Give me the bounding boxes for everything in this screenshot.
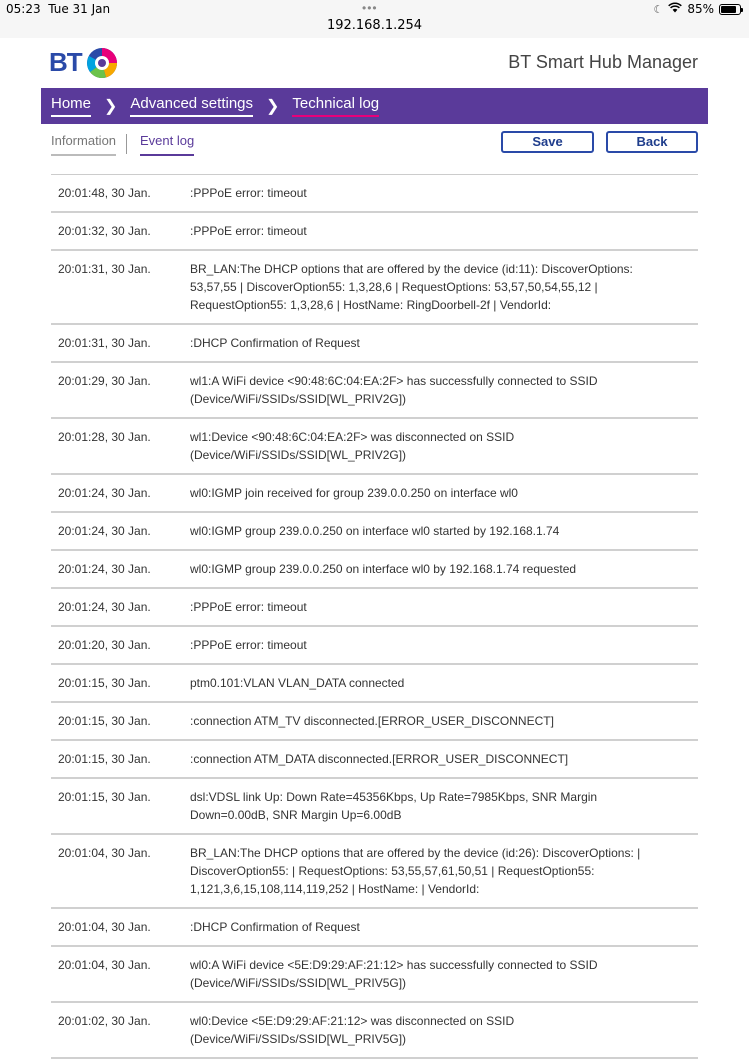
wifi-icon (668, 2, 682, 16)
tab-event-log[interactable]: Event log (140, 133, 194, 156)
log-time: 20:01:29, 30 Jan. (58, 374, 151, 388)
log-row (51, 419, 698, 475)
battery-fill (721, 6, 736, 13)
nav-advanced-settings[interactable]: Advanced settings (130, 95, 253, 117)
battery-percent: 85% (687, 2, 714, 16)
bt-logo-text: BT (49, 46, 82, 77)
log-message: :PPPoE error: timeout (190, 600, 307, 614)
log-row (51, 835, 698, 909)
moon-icon: ☾ (653, 2, 664, 16)
nav-home[interactable]: Home (51, 95, 91, 117)
log-time: 20:01:04, 30 Jan. (58, 958, 151, 972)
bt-logo[interactable] (49, 42, 122, 82)
log-row (51, 175, 698, 213)
status-date: Tue 31 Jan (48, 2, 111, 16)
log-time: 20:01:15, 30 Jan. (58, 752, 151, 766)
log-row (51, 513, 698, 551)
log-row (51, 779, 698, 835)
log-message: ptm0.101:VLAN VLAN_DATA connected (190, 676, 405, 690)
log-time: 20:01:31, 30 Jan. (58, 262, 151, 276)
log-row (51, 213, 698, 251)
address-bar-url[interactable]: 192.168.1.254 (326, 18, 423, 33)
nav-technical-log[interactable]: Technical log (292, 95, 379, 117)
log-message: :connection ATM_TV disconnected.[ERROR_USER_DISCONNECT] (190, 714, 554, 728)
log-time: 20:01:24, 30 Jan. (58, 486, 151, 500)
log-time: 20:01:32, 30 Jan. (58, 224, 151, 238)
chevron-right-icon: ❯ (266, 98, 280, 115)
bt-globe-icon (84, 42, 122, 82)
event-log-table[interactable] (51, 174, 698, 1046)
log-row (51, 551, 698, 589)
status-indicators (653, 2, 741, 16)
log-message: :connection ATM_DATA disconnected.[ERROR_USER_DISCONNECT] (190, 752, 569, 766)
save-button[interactable]: Save (501, 131, 594, 153)
log-time: 20:01:28, 30 Jan. (58, 430, 151, 444)
log-row (51, 909, 698, 947)
log-message: :DHCP Confirmation of Request (190, 336, 360, 350)
tab-divider (126, 134, 127, 154)
log-time: 20:01:15, 30 Jan. (58, 676, 151, 690)
breadcrumb-nav (41, 88, 708, 124)
subtab-bar (51, 128, 701, 164)
log-time: 20:01:15, 30 Jan. (58, 790, 151, 804)
log-time: 20:01:24, 30 Jan. (58, 600, 151, 614)
back-button[interactable]: Back (606, 131, 698, 153)
log-message: :DHCP Confirmation of Request (190, 920, 360, 934)
ios-status-bar (0, 0, 749, 38)
log-row (51, 741, 698, 779)
log-time: 20:01:24, 30 Jan. (58, 562, 151, 576)
log-time: 20:01:24, 30 Jan. (58, 524, 151, 538)
log-row (51, 1003, 698, 1059)
log-row (51, 703, 698, 741)
log-row (51, 627, 698, 665)
product-title: BT Smart Hub Manager (508, 52, 698, 72)
tab-information[interactable]: Information (51, 133, 116, 156)
log-message: BR_LAN:The DHCP options that are offered by the device (id:26): DiscoverOptions: | DiscoverOption55: | RequestOptions: 53,55,57,61,50,51 | RequestOption55: 1,121,3,6,15,108,114,119,252 | HostName: | VendorId: (190, 846, 641, 896)
log-time: 20:01:31, 30 Jan. (58, 336, 151, 350)
log-row (51, 589, 698, 627)
log-message: wl0:A WiFi device <5E:D9:29:AF:21:12> has successfully connected to SSID (Device/WiFi/SSIDs/SSID[WL_PRIV5G]) (190, 958, 598, 990)
log-row (51, 947, 698, 1003)
log-row (51, 363, 698, 419)
log-time: 20:01:04, 30 Jan. (58, 920, 151, 934)
log-time: 20:01:15, 30 Jan. (58, 714, 151, 728)
log-time: 20:01:02, 30 Jan. (58, 1014, 151, 1028)
log-row (51, 251, 698, 325)
log-row (51, 665, 698, 703)
log-message: wl0:IGMP group 239.0.0.250 on interface wl0 by 192.168.1.74 requested (190, 562, 577, 576)
log-message: wl1:A WiFi device <90:48:6C:04:EA:2F> has successfully connected to SSID (Device/WiFi/SSIDs/SSID[WL_PRIV2G]) (190, 374, 598, 406)
log-message: wl0:Device <5E:D9:29:AF:21:12> was disconnected on SSID (Device/WiFi/SSIDs/SSID[WL_PRIV5G]) (190, 1014, 515, 1046)
log-message: dsl:VDSL link Up: Down Rate=45356Kbps, Up Rate=7985Kbps, SNR Margin Down=0.00dB, SNR Margin Up=6.00dB (190, 790, 598, 822)
log-time: 20:01:48, 30 Jan. (58, 186, 151, 200)
log-message: wl0:IGMP group 239.0.0.250 on interface wl0 started by 192.168.1.74 (190, 524, 560, 538)
log-message: :PPPoE error: timeout (190, 186, 307, 200)
log-message: wl1:Device <90:48:6C:04:EA:2F> was disconnected on SSID (Device/WiFi/SSIDs/SSID[WL_PRIV2G]) (190, 430, 515, 462)
log-message: BR_LAN:The DHCP options that are offered by the device (id:11): DiscoverOptions: 53,57,55 | DiscoverOption55: 1,3,28,6 | RequestOptions: 53,57,50,54,55,12 | RequestOption55: 1,3,28,6 | HostName: RingDoorbell-2f | VendorId: (190, 262, 633, 312)
log-row (51, 325, 698, 363)
log-row (51, 475, 698, 513)
chevron-right-icon: ❯ (104, 98, 118, 115)
status-time (6, 2, 110, 16)
more-dots-icon[interactable]: ••• (362, 1, 378, 15)
status-clock: 05:23 (6, 2, 41, 16)
battery-icon (719, 4, 741, 15)
log-message: :PPPoE error: timeout (190, 638, 307, 652)
log-message: :PPPoE error: timeout (190, 224, 307, 238)
log-message: wl0:IGMP join received for group 239.0.0.250 on interface wl0 (190, 486, 518, 500)
page-header (0, 38, 749, 88)
log-time: 20:01:20, 30 Jan. (58, 638, 151, 652)
log-time: 20:01:04, 30 Jan. (58, 846, 151, 860)
